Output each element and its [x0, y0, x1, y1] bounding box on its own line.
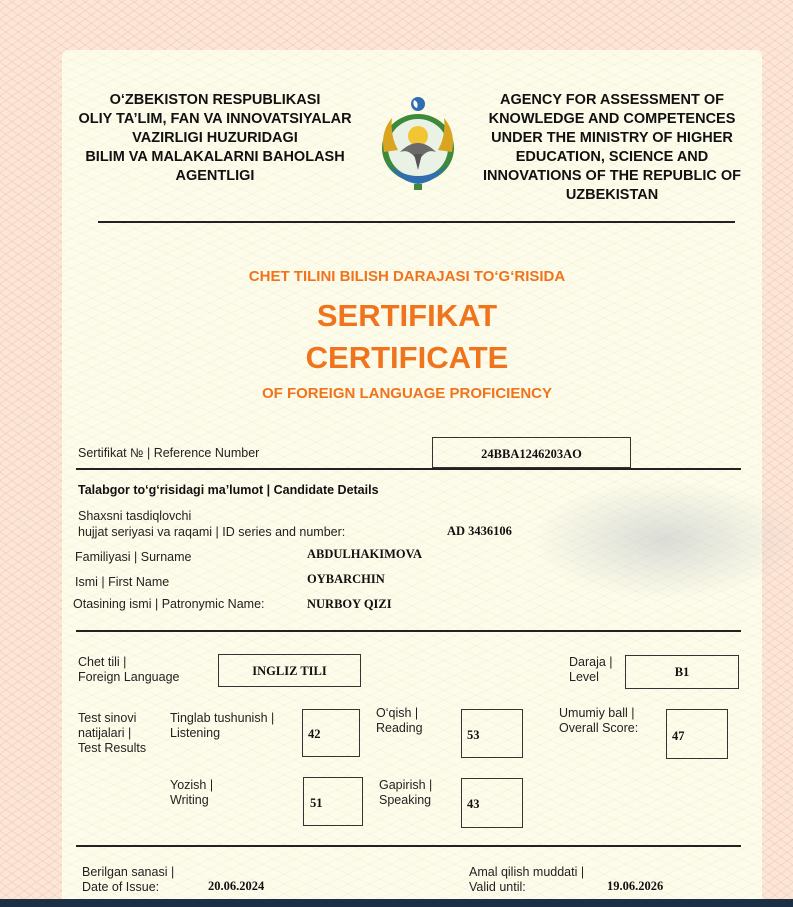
- patronymic-label: Otasining ismi | Patronymic Name:: [73, 597, 265, 611]
- header-right-line: AGENCY FOR ASSESSMENT OF: [500, 92, 724, 108]
- id-value: AD 3436106: [447, 524, 512, 538]
- title-subtitle-top: CHET TILINI BILISH DARAJASI TO‘G‘RISIDA: [248, 268, 566, 285]
- valid-until-label-line2: Valid until:: [469, 880, 526, 894]
- issue-date-label-line2: Date of Issue:: [82, 880, 160, 894]
- speaking-label-line2: Speaking: [379, 793, 432, 807]
- valid-until-label-line1: Amal qilish muddati |: [469, 865, 585, 879]
- listening-label-line1: Tinglab tushunish |: [170, 711, 275, 725]
- surname-label: Familiyasi | Surname: [75, 550, 192, 564]
- patronymic-value: NURBOY QIZI: [307, 597, 392, 611]
- level-value: B1: [674, 665, 690, 679]
- candidate-divider: [76, 630, 741, 632]
- speaking-label-line1: Gapirish |: [379, 778, 433, 792]
- surname-value: ABDULHAKIMOVA: [307, 547, 423, 561]
- reference-divider: [76, 468, 741, 470]
- language-label-line2: Foreign Language: [78, 670, 180, 684]
- header-right-line: EDUCATION, SCIENCE AND: [515, 149, 709, 165]
- language-value: INGLIZ TILI: [252, 664, 327, 678]
- valid-until-value: 19.06.2026: [607, 879, 664, 893]
- issue-date-label-line1: Berilgan sanasi |: [82, 865, 175, 879]
- header-right-line: UZBEKISTAN: [565, 187, 659, 203]
- first-name-value: OYBARCHIN: [307, 572, 385, 586]
- id-label-line2: hujjat seriyasi va raqami | ID series and number:: [78, 525, 346, 539]
- header-left-line: VAZIRLIGI HUZURIDAGI: [132, 130, 298, 146]
- results-divider: [76, 845, 741, 847]
- listening-value: 42: [308, 727, 321, 741]
- header-right-line: KNOWLEDGE AND COMPETENCES: [488, 111, 736, 127]
- title-certificate: CERTIFICATE: [305, 340, 509, 375]
- issuer-name-uz: [60, 91, 370, 186]
- title-sertifikat: SERTIFIKAT: [316, 298, 498, 333]
- reference-label: Sertifikat № | Reference Number: [78, 446, 260, 460]
- listening-label-line2: Listening: [170, 726, 221, 740]
- header-left-line: BILIM VA MALAKALARNI BAHOLASH: [85, 149, 345, 165]
- language-label-line1: Chet tili |: [78, 655, 127, 669]
- writing-label-line2: Writing: [170, 793, 209, 807]
- level-label-line1: Daraja |: [569, 655, 613, 669]
- level-label-line2: Level: [569, 670, 599, 684]
- issue-date-value: 20.06.2024: [208, 879, 265, 893]
- results-label-line2: natijalari |: [78, 726, 132, 740]
- state-emblem-icon: [370, 92, 466, 192]
- writing-label-line1: Yozish |: [170, 778, 214, 792]
- header-left-line: O‘ZBEKISTON RESPUBLIKASI: [109, 92, 321, 108]
- reference-value: 24BBA1246203AO: [481, 447, 582, 461]
- candidate-section-label: Talabgor to‘g‘risidagi ma’lumot | Candidate Details: [78, 483, 379, 497]
- title-subtitle-bottom: OF FOREIGN LANGUAGE PROFICIENCY: [261, 385, 552, 402]
- results-label-line3: Test Results: [78, 741, 147, 755]
- header-divider: [98, 221, 735, 223]
- overall-value: 47: [672, 729, 685, 743]
- overall-label-line2: Overall Score:: [559, 721, 639, 735]
- header-right-line: INNOVATIONS OF THE REPUBLIC OF: [482, 168, 742, 184]
- speaking-value: 43: [467, 797, 480, 811]
- id-label-line1: Shaxsni tasdiqlovchi: [78, 509, 192, 523]
- writing-value: 51: [310, 796, 323, 810]
- issuer-name-en: [462, 91, 762, 205]
- overall-label-line1: Umumiy ball |: [559, 706, 635, 720]
- viewer-bottom-bar: [0, 899, 793, 907]
- photo-placeholder: [530, 480, 793, 600]
- results-label-line1: Test sinovi: [78, 711, 137, 725]
- first-name-label: Ismi | First Name: [75, 575, 170, 589]
- header-right-line: UNDER THE MINISTRY OF HIGHER: [491, 130, 733, 146]
- header-left-line: OLIY TA’LIM, FAN VA INNOVATSIYALAR: [78, 111, 352, 127]
- reading-label-line2: Reading: [376, 721, 423, 735]
- reading-value: 53: [467, 728, 480, 742]
- header-left-line: AGENTLIGI: [175, 168, 255, 184]
- reading-label-line1: O‘qish |: [376, 706, 419, 720]
